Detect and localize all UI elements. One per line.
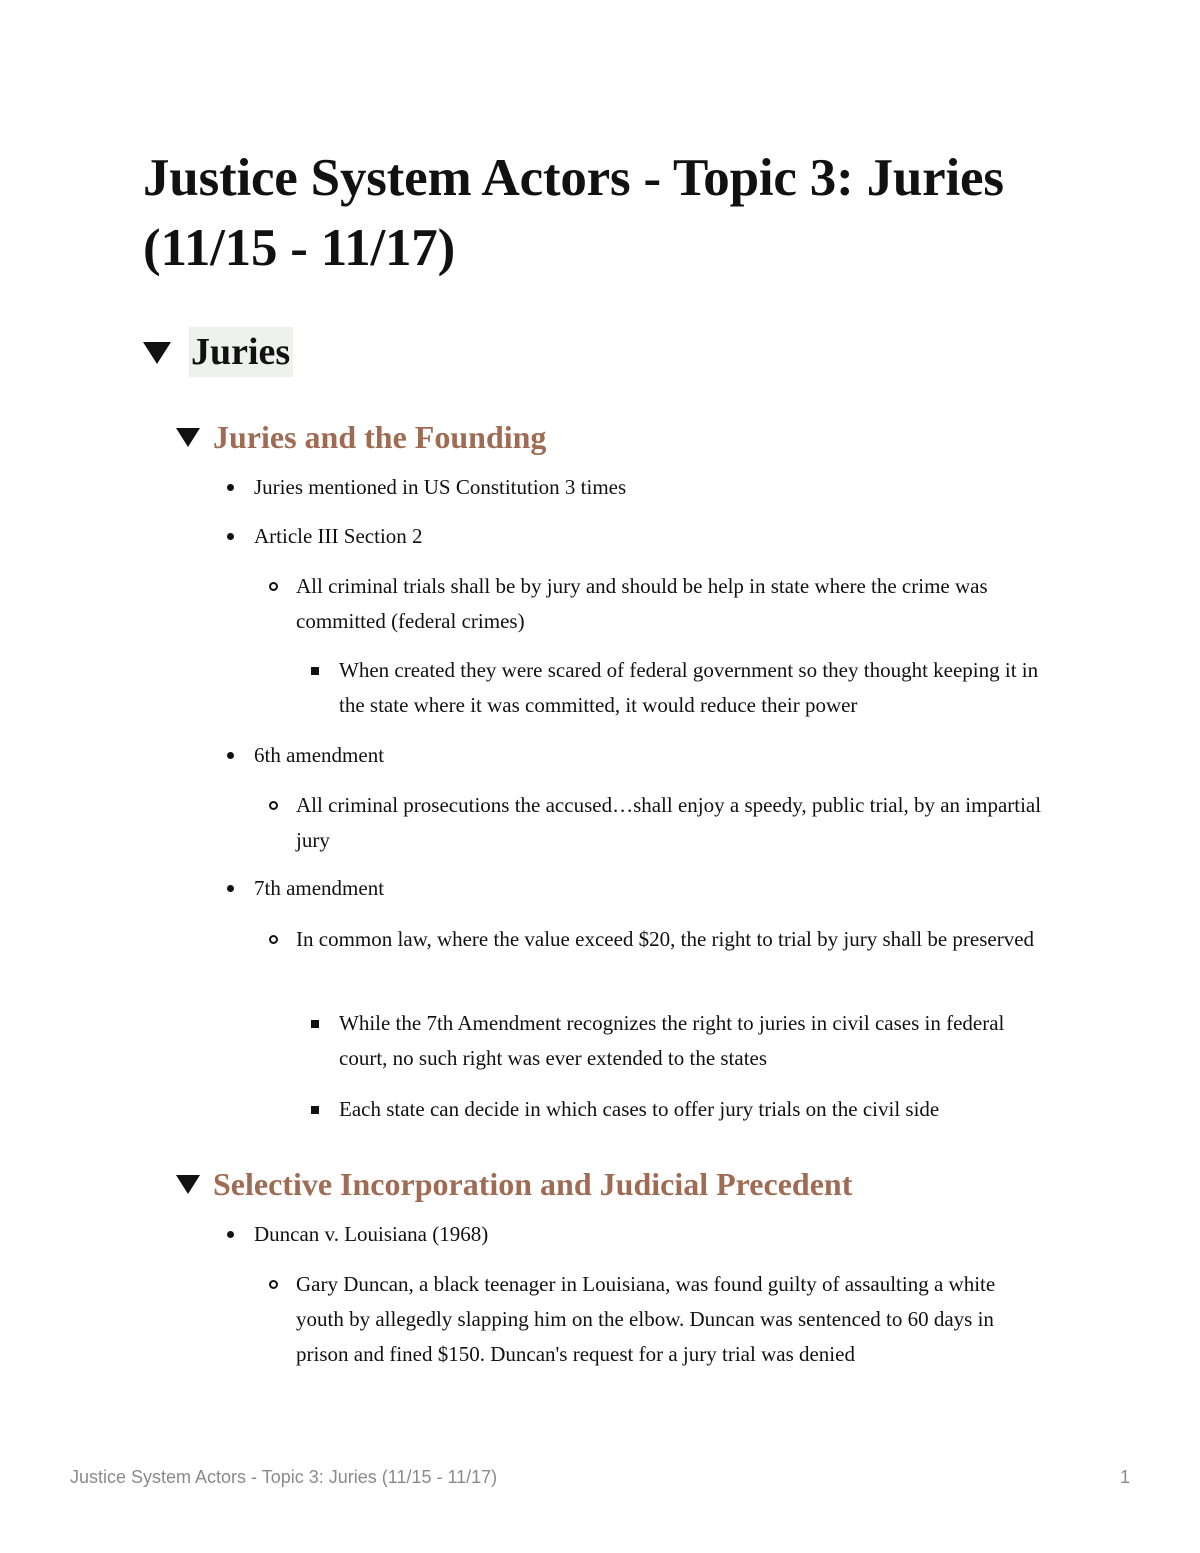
list-item-text: Duncan v. Louisiana (1968)	[254, 1222, 489, 1246]
bullet-circle-icon	[269, 935, 278, 944]
list-item	[227, 470, 1087, 505]
bullet-disc-icon	[227, 533, 234, 540]
list-item	[227, 871, 1087, 906]
list-item-text: 7th amendment	[254, 876, 385, 900]
subsection-incorporation-heading[interactable]	[176, 1164, 852, 1204]
toggle-triangle-icon[interactable]	[176, 428, 200, 447]
list-item	[269, 788, 1049, 858]
bullet-square-icon	[311, 1020, 319, 1028]
list-item	[311, 653, 1055, 723]
bullet-disc-icon	[227, 885, 234, 892]
list-item-text: Each state can decide in which cases to offer jury trials on the civil side	[339, 1097, 940, 1121]
list-item-text: While the 7th Amendment recognizes the right to juries in civil cases in federal court, no such right was ever extended to the states	[339, 1011, 1005, 1070]
list-item	[311, 1006, 1041, 1076]
subsection-founding-heading[interactable]	[176, 417, 546, 457]
list-item	[311, 1092, 1071, 1127]
section-heading-text: Juries	[189, 327, 293, 377]
list-item-text: When created they were scared of federal government so they thought keeping it in the state where it was committed, it would reduce their power	[339, 658, 1039, 717]
list-item	[227, 738, 1087, 773]
list-item	[269, 569, 1039, 639]
list-item	[269, 922, 1039, 957]
bullet-circle-icon	[269, 582, 278, 591]
bullet-disc-icon	[227, 1231, 234, 1238]
page-title: Justice System Actors - Topic 3: Juries (11/15 - 11/17)	[143, 149, 1004, 277]
list-item	[227, 519, 1087, 554]
list-item-text: In common law, where the value exceed $20, the right to trial by jury shall be preserved	[296, 927, 1035, 951]
bullet-square-icon	[311, 667, 319, 675]
footer-page-number: 1	[1119, 1467, 1130, 1487]
toggle-triangle-icon[interactable]	[143, 342, 171, 364]
bullet-disc-icon	[227, 752, 234, 759]
bullet-square-icon	[311, 1106, 319, 1114]
list-item-text: Juries mentioned in US Constitution 3 times	[254, 475, 627, 499]
list-item-text: All criminal prosecutions the accused…shall enjoy a speedy, public trial, by an impartial jury	[296, 793, 1042, 852]
bullet-disc-icon	[227, 484, 234, 491]
list-item-text: Gary Duncan, a black teenager in Louisiana, was found guilty of assaulting a white youth by allegedly slapping him on the elbow. Duncan was sentenced to 60 days in prison and fined $150. Duncan's request for a jury trial was denied	[296, 1272, 996, 1366]
subsection-heading-text: Juries and the Founding	[213, 419, 547, 455]
list-item-text: All criminal trials shall be by jury and should be help in state where the crime was committed (federal crimes)	[296, 574, 988, 633]
list-item	[227, 1217, 1087, 1252]
list-item	[269, 1267, 1044, 1372]
list-item-text: 6th amendment	[254, 743, 385, 767]
toggle-triangle-icon[interactable]	[176, 1175, 200, 1194]
list-item-text: Article III Section 2	[254, 524, 423, 548]
bullet-circle-icon	[269, 1280, 278, 1289]
section-juries-heading[interactable]	[143, 326, 293, 378]
bullet-circle-icon	[269, 801, 278, 810]
footer-title: Justice System Actors - Topic 3: Juries (11/15 - 11/17)	[70, 1467, 498, 1487]
subsection-heading-text: Selective Incorporation and Judicial Precedent	[213, 1166, 853, 1202]
